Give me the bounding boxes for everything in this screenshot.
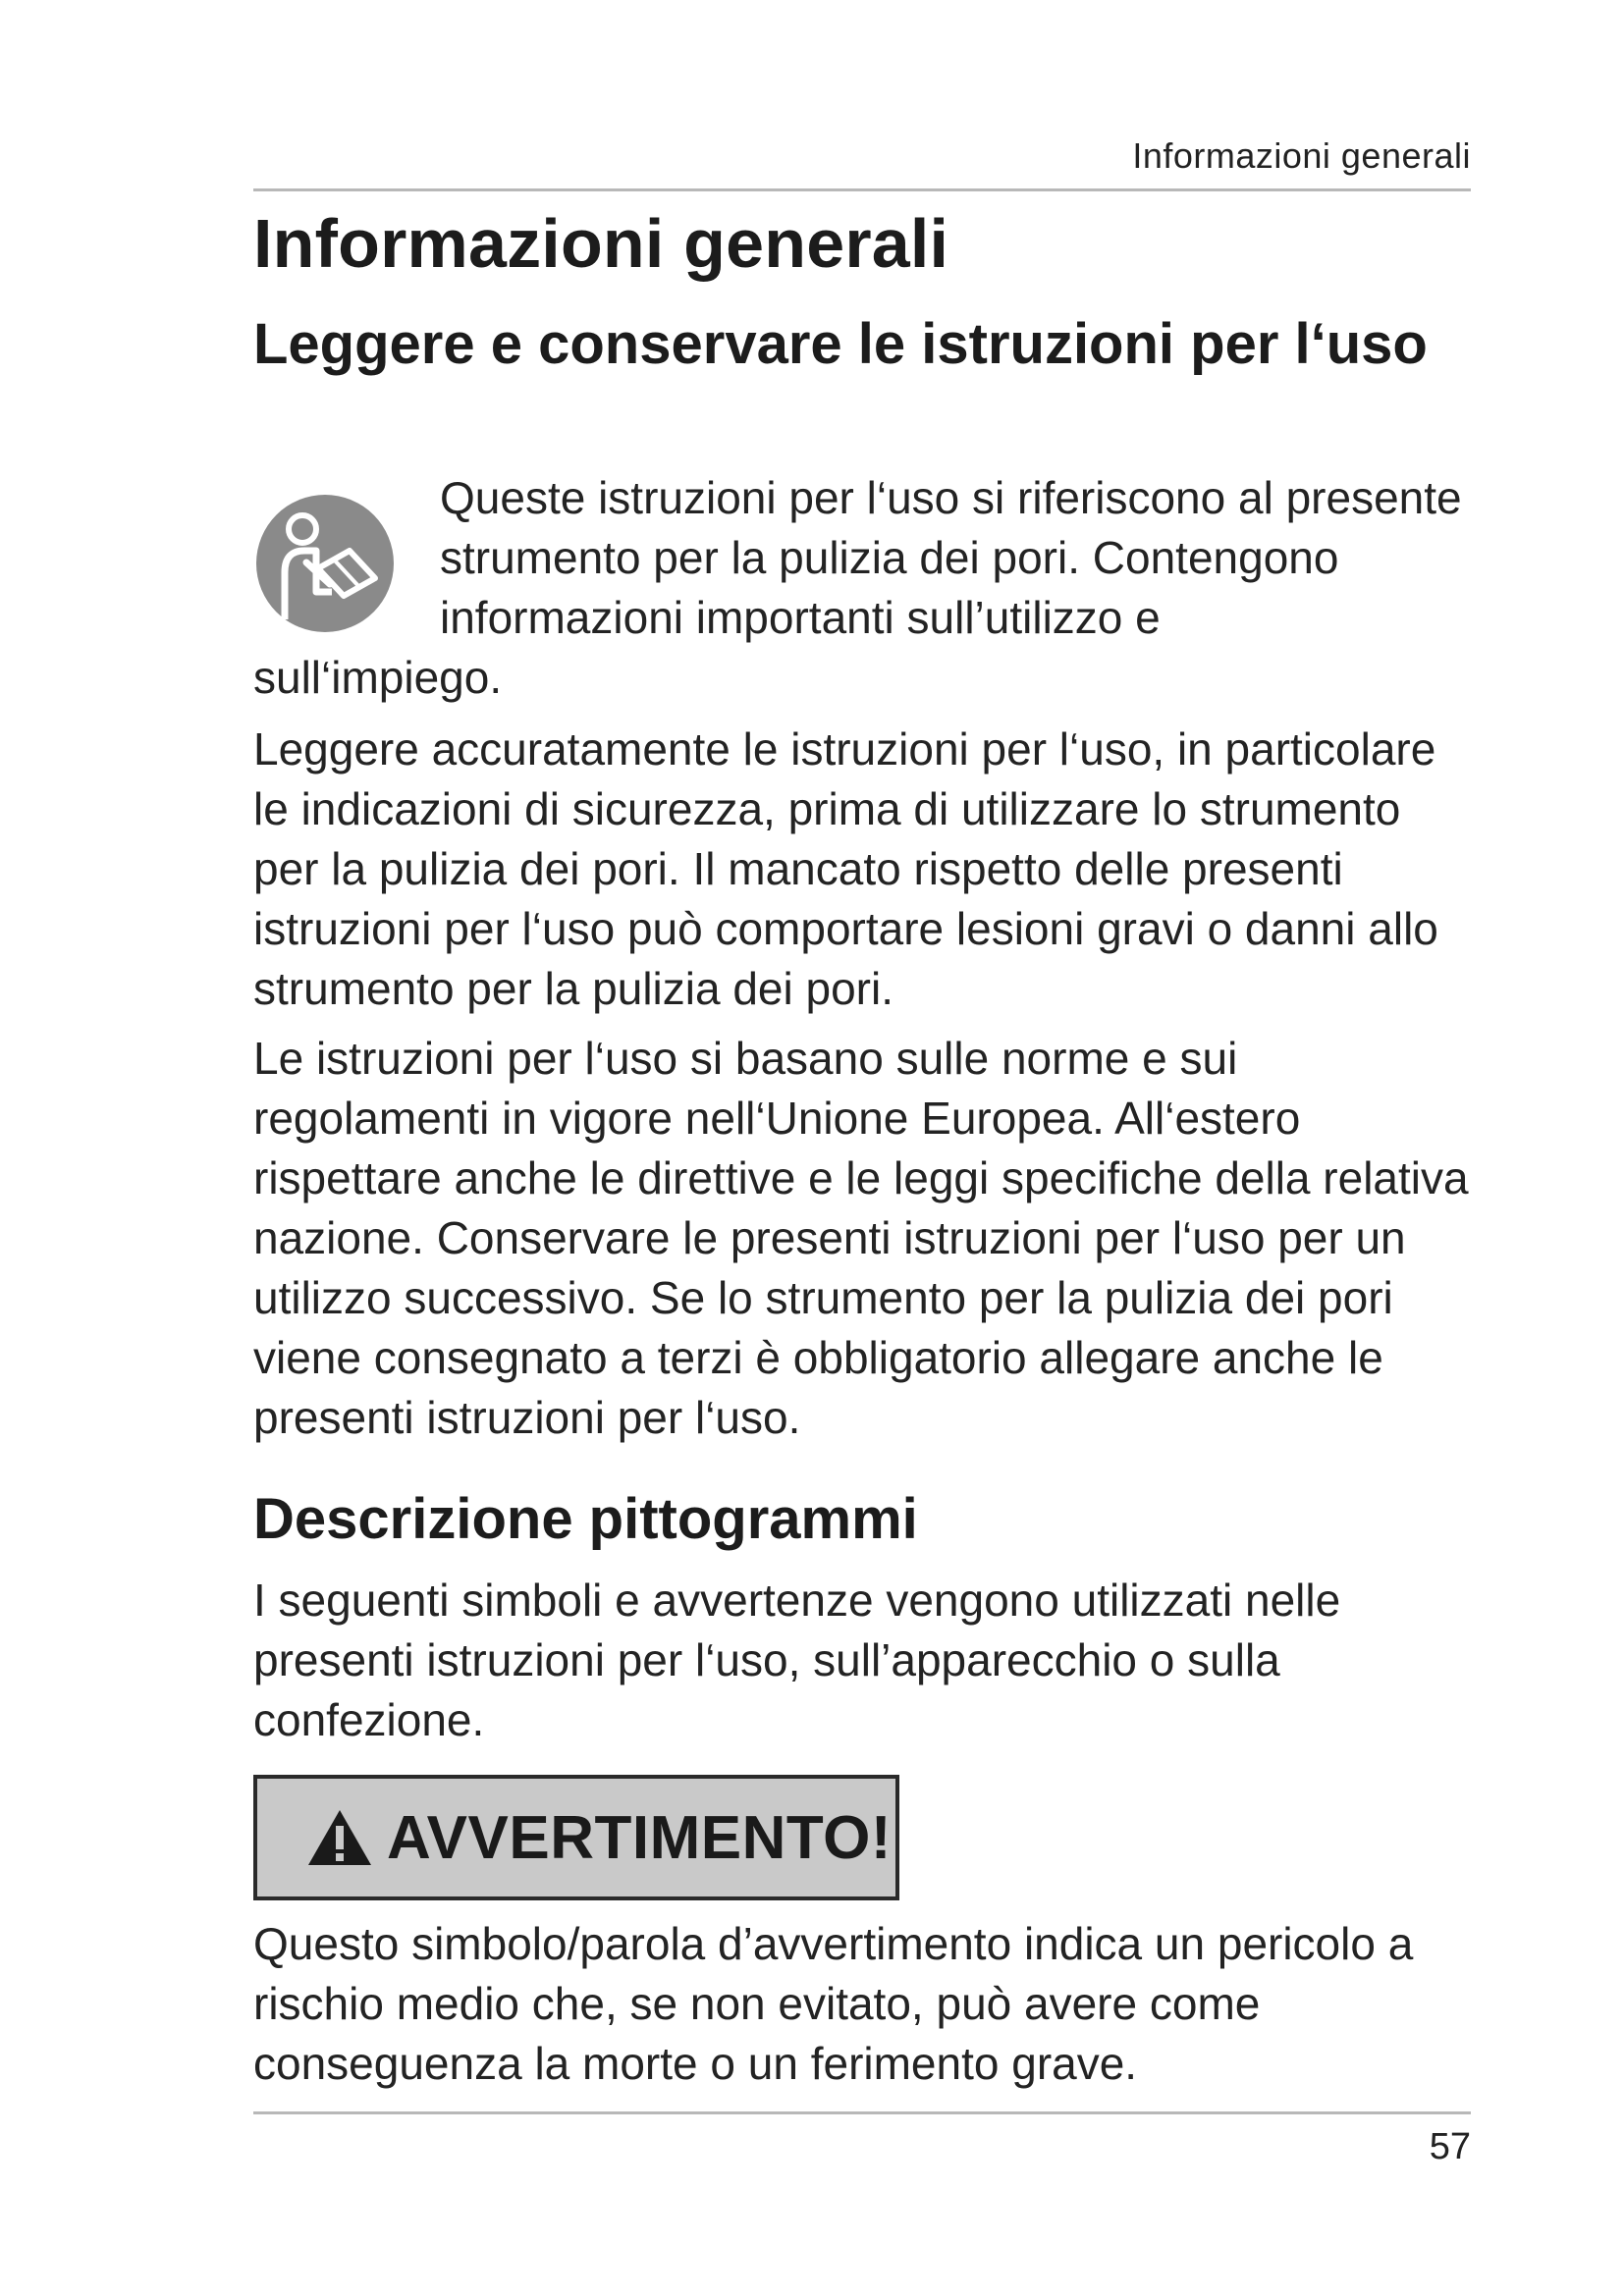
pictograms-paragraph: I seguenti simboli e avvertenze vengono utilizzati nelle presenti istruzioni per l‘uso, sull’apparecchio o sulla confezione. (253, 1575, 1341, 1745)
section-heading-read-instructions: Leggere e conservare le istruzioni per l‘uso (253, 312, 1428, 376)
eu-regulations-paragraph: Le istruzioni per l‘uso si basano sulle norme e sui regolamenti in vigore nell‘Unione Europea. All‘estero rispettare anche le direttive e le leggi specifiche della relativa nazione. Conservare le presenti istruzioni per l‘uso per un utilizzo successivo. Se lo strumento per la pulizia dei pori viene consegnato a terzi è obbligatorio allegare anche le presenti istruzioni per l‘uso. (253, 1033, 1469, 1443)
read-carefully-paragraph: Leggere accuratamente le istruzioni per l‘uso, in particolare le indicazioni di sicurezza, prima di utilizzare lo strumento per la pulizia dei pori. Il mancato rispetto delle presenti istruzioni per l‘uso può comportare lesioni gravi o danni allo strumento per la pulizia dei pori. (253, 723, 1438, 1014)
warning-label: AVVERTIMENTO! (387, 1803, 893, 1872)
running-header: Informazioni generali (1132, 135, 1471, 176)
warning-box (253, 1775, 899, 1900)
page-number: 57 (1429, 2126, 1471, 2167)
section-heading-pictograms: Descrizione pittogrammi (253, 1487, 918, 1551)
read-manual-icon (255, 494, 395, 633)
warning-triangle-icon (306, 1808, 373, 1867)
footer-rule (253, 2111, 1471, 2114)
intro-paragraph: Queste istruzioni per l‘uso si riferiscono al presente strumento per la pulizia dei pori. Contengono informazioni importanti sull’utilizzo e (440, 472, 1462, 643)
warning-description: Questo simbolo/parola d’avvertimento indica un pericolo a rischio medio che, se non evitato, può avere come conseguenza la morte o un ferimento grave. (253, 1918, 1414, 2089)
intro-paragraph-tail: sull‘impiego. (253, 652, 503, 703)
header-rule (253, 188, 1471, 191)
page-title: Informazioni generali (253, 205, 949, 282)
manual-page (253, 0, 1471, 2296)
